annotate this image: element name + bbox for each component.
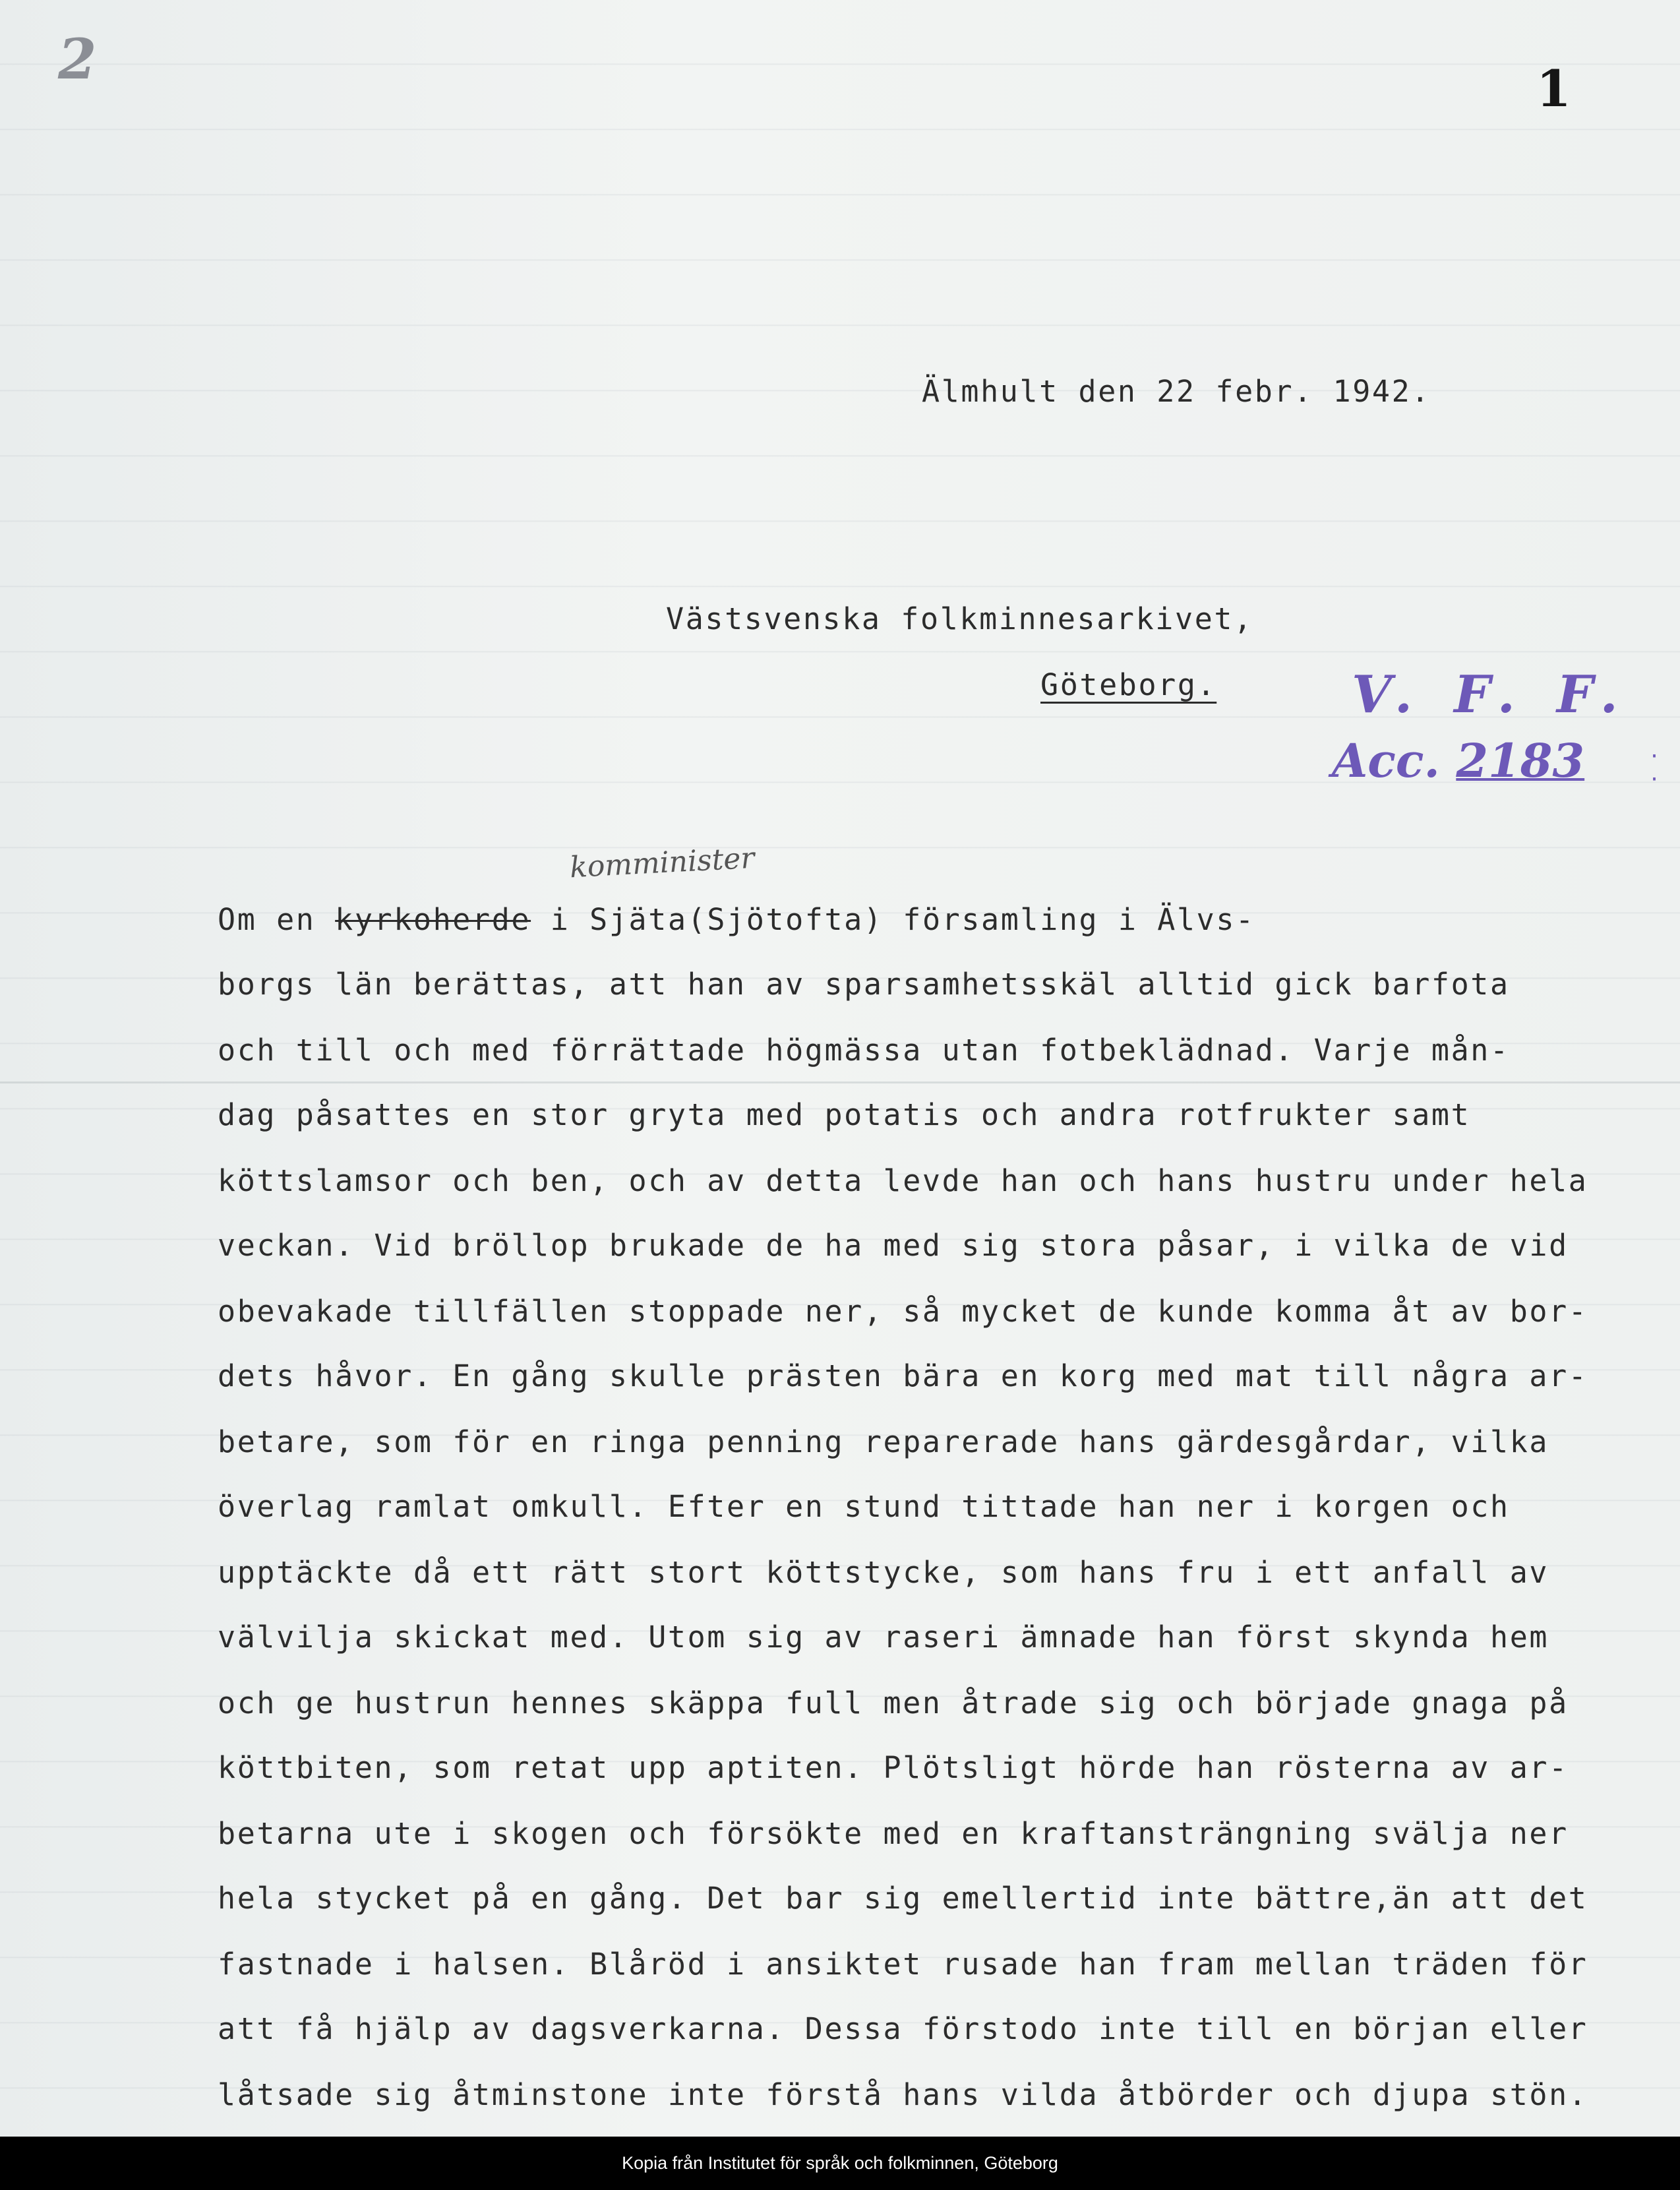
body-line xyxy=(218,1358,1588,1393)
footer-banner: Kopia från Institutet för språk och folkminnen, Göteborg xyxy=(0,2137,1680,2190)
handwritten-correction: komminister xyxy=(568,841,756,885)
archive-stamp-accession xyxy=(1332,733,1584,788)
body-line xyxy=(218,1686,1569,1720)
body-line xyxy=(218,1750,1569,1785)
body-line xyxy=(218,1555,1549,1590)
body-line-text: och ge hustrun hennes skäppa full men åtrade sig och började gnaga på xyxy=(218,1686,1569,1720)
body-line xyxy=(218,1947,1588,1982)
body-line xyxy=(218,1228,1569,1263)
archive-stamp-vff: V. F. F. xyxy=(1352,665,1630,725)
body-line xyxy=(218,1294,1588,1329)
body-line-text: Om en xyxy=(218,902,336,937)
pencil-page-mark: 2 xyxy=(58,26,97,92)
page-number: 1 xyxy=(1536,59,1571,118)
recipient-line-1: Västsvenska folkminnesarkivet, xyxy=(666,601,1253,636)
body-line xyxy=(218,967,1510,1002)
body-line-text: upptäckte då ett rätt stort köttstycke, som hans fru i ett anfall av xyxy=(218,1555,1549,1590)
stamp-ink-dots: · · xyxy=(1648,745,1661,791)
body-line-text: köttbiten, som retat upp aptiten. Plötsligt hörde han rösterna av ar- xyxy=(218,1750,1569,1785)
body-line xyxy=(218,1620,1549,1655)
body-line xyxy=(218,1163,1588,1198)
body-line xyxy=(218,1424,1549,1459)
recipient-line-2 xyxy=(1040,667,1216,702)
body-line-text: betare, som för en ringa penning reparerade hans gärdesgårdar, vilka xyxy=(218,1424,1549,1459)
body-line-text: dets håvor. En gång skulle prästen bära en korg med mat till några ar- xyxy=(218,1358,1588,1393)
body-line-text: köttslamsor och ben, och av detta levde han och hans hustru under hela xyxy=(218,1163,1588,1198)
body-line xyxy=(218,1097,1470,1132)
body-line-text: obevakade tillfällen stoppade ner, så mycket de kunde komma åt av bor- xyxy=(218,1294,1588,1329)
body-line-text: överlag ramlat omkull. Efter en stund tittade han ner i korgen och xyxy=(218,1489,1510,1524)
body-line-text: att få hjälp av dagsverkarna. Dessa förstodo inte till en början eller xyxy=(218,2011,1588,2046)
letter-date: Älmhult den 22 febr. 1942. xyxy=(922,374,1431,409)
body-line xyxy=(218,902,1255,937)
body-line xyxy=(218,2077,1588,2112)
body-line-text: fastnade i halsen. Blåröd i ansiktet rusade han fram mellan träden för xyxy=(218,1947,1588,1982)
body-line xyxy=(218,1881,1588,1916)
body-line-text: hela stycket på en gång. Det bar sig emellertid inte bättre,än att det xyxy=(218,1881,1588,1916)
body-line-text: låtsade sig åtminstone inte förstå hans vilda åtbörder och djupa stön. xyxy=(218,2077,1588,2112)
body-line-text: välvilja skickat med. Utom sig av raseri ämnade han först skynda hem xyxy=(218,1620,1549,1655)
paper-fold-line xyxy=(0,1081,1680,1083)
accession-prefix: Acc. xyxy=(1332,733,1440,788)
body-line-text-rest: i Sjäta(Sjötofta) församling i Älvs- xyxy=(531,902,1255,937)
accession-number: 2183 xyxy=(1456,733,1585,788)
body-line-text: dag påsattes en stor gryta med potatis och andra rotfrukter samt xyxy=(218,1097,1471,1132)
body-line xyxy=(218,2011,1588,2046)
body-line-text: och till och med förrättade högmässa utan fotbeklädnad. Varje mån- xyxy=(218,1033,1510,1068)
body-line xyxy=(218,1033,1510,1068)
body-line xyxy=(218,1489,1510,1524)
body-line-text: veckan. Vid bröllop brukade de ha med sig stora påsar, i vilka de vid xyxy=(218,1228,1569,1263)
body-line xyxy=(218,1816,1569,1851)
body-line-text: borgs län berättas, att han av sparsamhetsskäl alltid gick barfota xyxy=(218,967,1510,1002)
body-line-text: betarna ute i skogen och försökte med en kraftansträngning svälja ner xyxy=(218,1816,1569,1851)
struck-word: kyrkoherde xyxy=(335,902,531,937)
recipient-city: Göteborg. xyxy=(1040,667,1217,702)
